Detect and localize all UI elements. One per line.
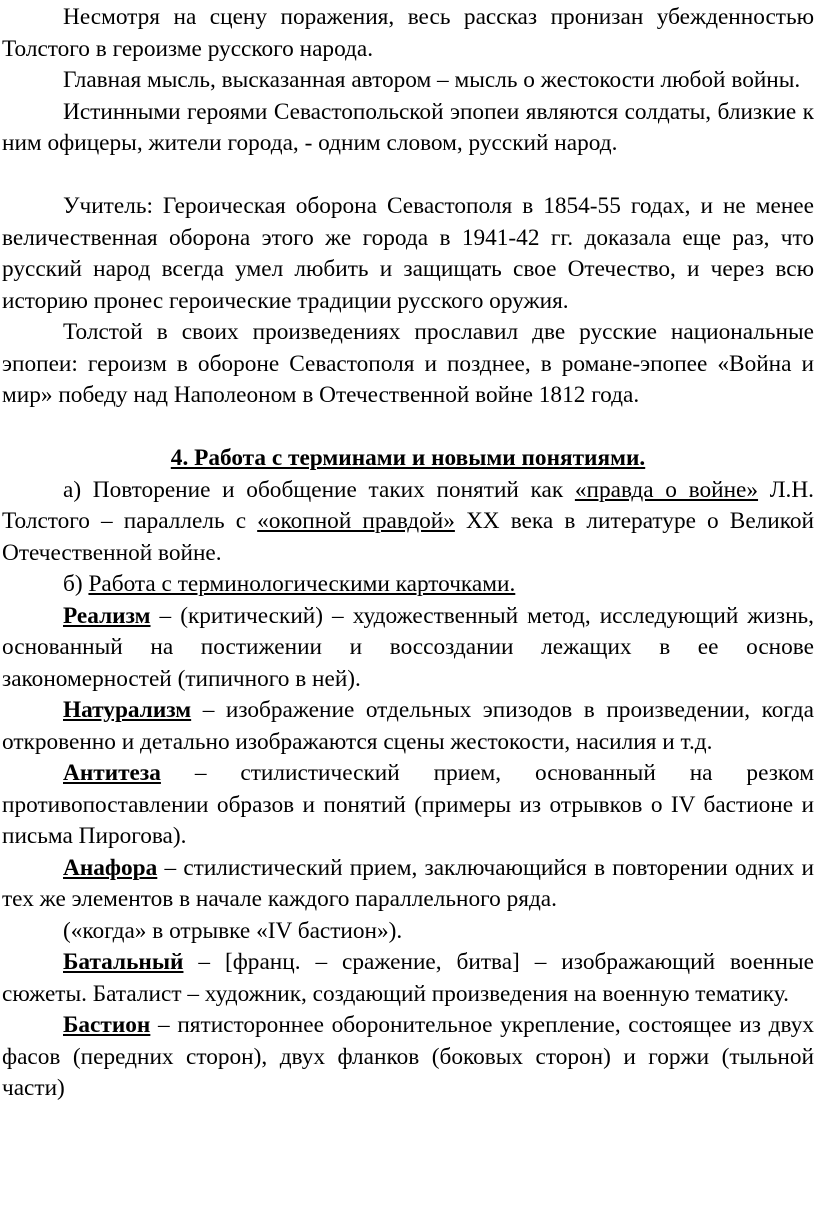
section-heading: 4. Работа с терминами и новыми понятиями. <box>170 445 646 471</box>
term-title: Реализм <box>63 602 151 629</box>
term-title: Натурализм <box>63 697 192 723</box>
term-battle <box>2 947 814 1010</box>
term-antithesis <box>2 758 814 853</box>
term-bastion <box>2 1010 814 1105</box>
term-definition: – стилистический прием, основанный на резком противопоставлении образов и понятий (примеры из отрывков о IV бастионе и письма Пирогова). <box>2 760 814 849</box>
term-naturalism <box>2 695 814 758</box>
term-definition: – изображение отдельных эпизодов в произведении, когда откровенно и детально изображаются сцены жестокости, насилия и т.д. <box>2 697 814 755</box>
term-title: Анафора <box>63 854 158 881</box>
item-a-text-middle: Л.Н. Толстого – параллель с <box>2 476 814 534</box>
term-definition: – пятистороннее оборонительное укрепление, состоящее из двух фасов (передних сторон), двух фланков (боковых сторон) и горжи (тыльной части) <box>2 1012 814 1101</box>
item-a-text: а) Повторение и обобщение таких понятий как <box>63 476 575 503</box>
paragraph-tolstoy-epics: Толстой в своих произведениях прославил две русские национальные эпопеи: героизм в обороне Севастополя и позднее, в романе-эпопее «Война и мир» победу над Наполеоном в Отечественной войне 1812 года. <box>2 319 814 408</box>
paragraph-item-a <box>2 475 814 570</box>
blank-line <box>2 160 814 192</box>
terminology-cards-label: Работа с терминологическими карточками. <box>88 571 516 597</box>
term-title: Антитеза <box>63 760 161 786</box>
paragraph-true-heroes: Истинными героями Севастопольской эпопеи являются солдаты, близкие к ним офицеры, жители города, - одним словом, русский народ. <box>2 98 814 156</box>
item-a-text-end: XX века в литературе о Великой Отечественной войне. <box>2 508 815 566</box>
term-trench-truth: «окопной правдой» <box>257 508 455 534</box>
term-title: Бастион <box>63 1012 151 1038</box>
term-title: Батальный <box>63 949 184 975</box>
term-definition: – (критический) – художественный метод, исследующий жизнь, основанный на постижении и воссоздании лежащих в ее основе закономерностей (типичного в ней). <box>2 602 814 692</box>
paragraph-item-b <box>2 569 814 601</box>
term-definition: – [франц. – сражение, битва] – изображающий военные сюжеты. Баталист – художник, создающий произведения на военную тематику. <box>2 949 814 1007</box>
paragraph-teacher: Учитель: Героическая оборона Севастополя в 1854-55 годах, и не менее величественная оборона этого же города в 1941-42 гг. доказала еще раз, что русский народ всегда умел любить и защищать свое Отечество, и через всю историю пронес героические традиции русского оружия. <box>2 193 814 314</box>
item-b-prefix: б) <box>63 571 89 597</box>
term-anaphora <box>2 853 814 916</box>
blank-line <box>2 412 814 444</box>
paragraph-heroism: Несмотря на сцену поражения, весь рассказ пронизан убежденностью Толстого в героизме русского народа. <box>2 4 814 62</box>
term-definition: – стилистический прием, заключающийся в повторении одних и тех же элементов в начале каждого параллельного ряда. <box>2 854 814 912</box>
term-truth-about-war: «правда о войне» <box>574 476 759 503</box>
paragraph-main-idea: Главная мысль, высказанная автором – мысль о жестокости любой войны. <box>63 67 801 93</box>
term-realism <box>2 601 814 696</box>
anaphora-example: («когда» в отрывке «IV бастион»). <box>63 917 403 944</box>
